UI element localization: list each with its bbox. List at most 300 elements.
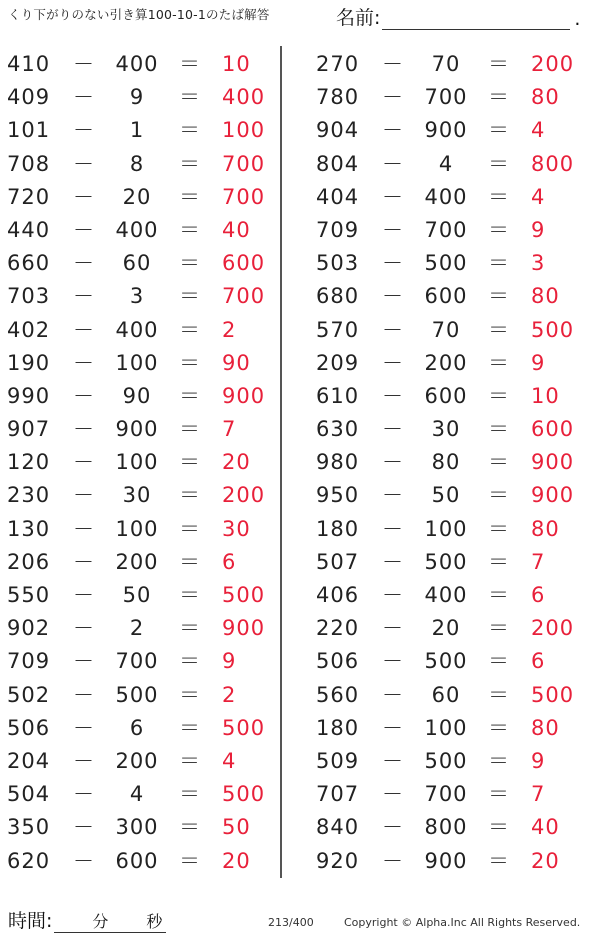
equals-sign: ＝ bbox=[179, 317, 200, 342]
answer: 3 bbox=[531, 251, 546, 276]
minus-sign: － bbox=[73, 151, 94, 176]
equals-sign: ＝ bbox=[179, 251, 200, 276]
subtrahend: 600 bbox=[115, 848, 159, 873]
subtrahend: 400 bbox=[115, 217, 159, 242]
subtrahend: 70 bbox=[431, 52, 461, 76]
problem-row bbox=[309, 778, 589, 811]
subtrahend: 90 bbox=[122, 383, 152, 408]
minus-sign: － bbox=[382, 782, 403, 807]
minus-sign: － bbox=[382, 184, 403, 209]
minus-sign: － bbox=[73, 118, 94, 143]
problem-row bbox=[0, 446, 280, 479]
problem-row bbox=[0, 48, 280, 81]
problem-row bbox=[309, 214, 589, 247]
worksheet-title: くり下がりのない引き算100-10-1のたば解答 bbox=[8, 7, 270, 22]
subtrahend: 500 bbox=[115, 682, 159, 707]
minus-sign: － bbox=[73, 815, 94, 840]
subtrahend: 500 bbox=[424, 549, 468, 574]
equals-sign: ＝ bbox=[488, 350, 509, 375]
minuend: 506 bbox=[316, 649, 360, 674]
subtrahend: 1 bbox=[129, 118, 145, 143]
minus-sign: － bbox=[382, 85, 403, 110]
minus-sign: － bbox=[73, 450, 94, 475]
answer: 4 bbox=[222, 748, 237, 773]
problem-row bbox=[0, 778, 280, 811]
answer: 20 bbox=[222, 450, 251, 475]
equals-sign: ＝ bbox=[179, 450, 200, 475]
minuend: 950 bbox=[316, 483, 360, 508]
problem-row bbox=[0, 845, 280, 878]
answer: 30 bbox=[222, 516, 251, 541]
problem-row bbox=[309, 845, 589, 878]
name-field bbox=[336, 3, 580, 30]
equals-sign: ＝ bbox=[179, 52, 200, 76]
answer: 900 bbox=[531, 450, 575, 475]
minuend: 180 bbox=[316, 715, 360, 740]
answer: 80 bbox=[531, 85, 560, 110]
minuend: 560 bbox=[316, 682, 360, 707]
subtrahend: 100 bbox=[115, 450, 159, 475]
subtrahend: 500 bbox=[424, 251, 468, 276]
minuend: 780 bbox=[316, 85, 360, 110]
subtrahend: 20 bbox=[122, 184, 152, 209]
answer: 600 bbox=[222, 251, 266, 276]
equals-sign: ＝ bbox=[179, 516, 200, 541]
equals-sign: ＝ bbox=[488, 317, 509, 342]
answer: 2 bbox=[222, 682, 237, 707]
equals-sign: ＝ bbox=[179, 616, 200, 641]
minus-sign: － bbox=[73, 383, 94, 408]
minuend: 990 bbox=[7, 383, 51, 408]
minus-sign: － bbox=[382, 350, 403, 375]
equals-sign: ＝ bbox=[488, 85, 509, 110]
answer: 100 bbox=[222, 118, 266, 143]
minuend: 902 bbox=[7, 616, 51, 641]
minuend: 709 bbox=[316, 217, 360, 242]
problem-row bbox=[309, 546, 589, 579]
problem-row bbox=[309, 712, 589, 745]
minuend: 920 bbox=[316, 848, 360, 873]
problem-row bbox=[0, 479, 280, 512]
subtrahend: 200 bbox=[424, 350, 468, 375]
equals-sign: ＝ bbox=[488, 383, 509, 408]
problem-row bbox=[309, 280, 589, 313]
answer: 4 bbox=[531, 184, 546, 209]
answer: 9 bbox=[531, 217, 546, 242]
problem-row bbox=[309, 181, 589, 214]
minus-sign: － bbox=[382, 616, 403, 641]
equals-sign: ＝ bbox=[488, 52, 509, 76]
minuend: 350 bbox=[7, 815, 51, 840]
problem-row bbox=[0, 148, 280, 181]
equals-sign: ＝ bbox=[488, 583, 509, 607]
equals-sign: ＝ bbox=[488, 616, 509, 641]
name-dot: . bbox=[574, 8, 581, 30]
time-label: 時間: bbox=[8, 910, 53, 932]
equals-sign: ＝ bbox=[488, 184, 509, 209]
answer: 7 bbox=[531, 782, 546, 807]
answer: 700 bbox=[222, 284, 266, 309]
subtrahend: 500 bbox=[424, 748, 468, 773]
minus-sign: － bbox=[73, 350, 94, 375]
problem-row bbox=[0, 347, 280, 380]
minuend: 504 bbox=[7, 782, 51, 807]
subtrahend: 400 bbox=[424, 184, 468, 209]
minus-sign: － bbox=[382, 383, 403, 408]
problem-row bbox=[0, 745, 280, 778]
problem-row bbox=[309, 81, 589, 114]
minuend: 220 bbox=[316, 616, 360, 641]
minuend: 503 bbox=[316, 251, 360, 276]
equals-sign: ＝ bbox=[488, 483, 509, 508]
minuend: 507 bbox=[316, 549, 360, 574]
answer: 200 bbox=[531, 52, 575, 76]
equals-sign: ＝ bbox=[179, 715, 200, 740]
minus-sign: － bbox=[382, 251, 403, 276]
answer: 500 bbox=[531, 682, 575, 707]
minus-sign: － bbox=[382, 217, 403, 242]
subtrahend: 900 bbox=[424, 848, 468, 873]
problem-row bbox=[0, 181, 280, 214]
problem-row bbox=[0, 513, 280, 546]
subtrahend: 200 bbox=[115, 549, 159, 574]
minuend: 904 bbox=[316, 118, 360, 143]
subtrahend: 80 bbox=[431, 450, 461, 475]
minuend: 406 bbox=[316, 583, 360, 607]
problem-row bbox=[0, 612, 280, 645]
problem-row bbox=[0, 712, 280, 745]
problem-row bbox=[309, 48, 589, 81]
equals-sign: ＝ bbox=[488, 848, 509, 873]
equals-sign: ＝ bbox=[488, 217, 509, 242]
minuend: 230 bbox=[7, 483, 51, 508]
problem-column-left bbox=[0, 48, 280, 878]
answer: 80 bbox=[531, 516, 560, 541]
minuend: 703 bbox=[7, 284, 51, 309]
name-label: 名前: bbox=[336, 7, 381, 29]
minus-sign: － bbox=[382, 583, 403, 607]
equals-sign: ＝ bbox=[179, 350, 200, 375]
subtrahend: 60 bbox=[122, 251, 152, 276]
answer: 900 bbox=[222, 616, 266, 641]
problem-row bbox=[309, 745, 589, 778]
problem-row bbox=[0, 679, 280, 712]
minus-sign: － bbox=[73, 317, 94, 342]
subtrahend: 400 bbox=[115, 317, 159, 342]
answer: 40 bbox=[222, 217, 251, 242]
subtrahend: 700 bbox=[424, 217, 468, 242]
equals-sign: ＝ bbox=[179, 184, 200, 209]
subtrahend: 300 bbox=[115, 815, 159, 840]
minus-sign: － bbox=[382, 317, 403, 342]
minuend: 101 bbox=[7, 118, 51, 143]
answer: 500 bbox=[222, 782, 266, 807]
minuend: 570 bbox=[316, 317, 360, 342]
minus-sign: － bbox=[73, 616, 94, 641]
answer: 700 bbox=[222, 184, 266, 209]
equals-sign: ＝ bbox=[488, 649, 509, 674]
answer: 700 bbox=[222, 151, 266, 176]
time-field bbox=[8, 906, 166, 933]
subtrahend: 700 bbox=[424, 782, 468, 807]
minuend: 502 bbox=[7, 682, 51, 707]
minus-sign: － bbox=[382, 848, 403, 873]
subtrahend: 500 bbox=[424, 649, 468, 674]
minuend: 206 bbox=[7, 549, 51, 574]
minus-sign: － bbox=[382, 118, 403, 143]
minus-sign: － bbox=[382, 52, 403, 76]
minuend: 720 bbox=[7, 184, 51, 209]
minuend: 707 bbox=[316, 782, 360, 807]
subtrahend: 9 bbox=[129, 85, 145, 110]
equals-sign: ＝ bbox=[488, 516, 509, 541]
answer: 6 bbox=[531, 649, 546, 674]
minus-sign: － bbox=[73, 782, 94, 807]
minus-sign: － bbox=[382, 151, 403, 176]
minuend: 630 bbox=[316, 417, 360, 442]
minus-sign: － bbox=[73, 251, 94, 276]
answer: 20 bbox=[222, 848, 251, 873]
equals-sign: ＝ bbox=[179, 417, 200, 442]
minus-sign: － bbox=[382, 284, 403, 309]
minus-sign: － bbox=[73, 848, 94, 873]
answer: 2 bbox=[222, 317, 237, 342]
answer: 600 bbox=[531, 417, 575, 442]
answer: 50 bbox=[222, 815, 251, 840]
answer: 7 bbox=[531, 549, 546, 574]
subtrahend: 200 bbox=[115, 748, 159, 773]
problem-row bbox=[309, 114, 589, 147]
equals-sign: ＝ bbox=[179, 284, 200, 309]
answer: 6 bbox=[531, 583, 546, 607]
problem-row bbox=[309, 579, 589, 612]
subtrahend: 3 bbox=[129, 284, 145, 309]
problem-row bbox=[0, 247, 280, 280]
equals-sign: ＝ bbox=[179, 682, 200, 707]
answer: 4 bbox=[531, 118, 546, 143]
minus-sign: － bbox=[382, 682, 403, 707]
minus-sign: － bbox=[382, 715, 403, 740]
subtrahend: 700 bbox=[115, 649, 159, 674]
minus-sign: － bbox=[382, 417, 403, 442]
problem-row bbox=[309, 612, 589, 645]
minuend: 610 bbox=[316, 383, 360, 408]
subtrahend: 900 bbox=[424, 118, 468, 143]
minuend: 409 bbox=[7, 85, 51, 110]
answer: 80 bbox=[531, 715, 560, 740]
minus-sign: － bbox=[73, 483, 94, 508]
equals-sign: ＝ bbox=[179, 118, 200, 143]
minus-sign: － bbox=[73, 516, 94, 541]
subtrahend: 70 bbox=[431, 317, 461, 342]
minus-sign: － bbox=[73, 583, 94, 607]
minus-sign: － bbox=[382, 649, 403, 674]
minus-sign: － bbox=[382, 516, 403, 541]
subtrahend: 800 bbox=[424, 815, 468, 840]
minus-sign: － bbox=[73, 417, 94, 442]
subtrahend: 100 bbox=[115, 350, 159, 375]
answer: 20 bbox=[531, 848, 560, 873]
minuend: 410 bbox=[7, 52, 51, 76]
minuend: 680 bbox=[316, 284, 360, 309]
answer: 80 bbox=[531, 284, 560, 309]
problem-row bbox=[0, 645, 280, 678]
minus-sign: － bbox=[73, 649, 94, 674]
answer: 40 bbox=[531, 815, 560, 840]
minuend: 840 bbox=[316, 815, 360, 840]
subtrahend: 900 bbox=[115, 417, 159, 442]
problem-row bbox=[309, 645, 589, 678]
equals-sign: ＝ bbox=[179, 85, 200, 110]
minuend: 440 bbox=[7, 217, 51, 242]
minuend: 180 bbox=[316, 516, 360, 541]
minus-sign: － bbox=[382, 483, 403, 508]
equals-sign: ＝ bbox=[488, 151, 509, 176]
subtrahend: 700 bbox=[424, 85, 468, 110]
equals-sign: ＝ bbox=[488, 782, 509, 807]
problem-row bbox=[0, 81, 280, 114]
minuend: 270 bbox=[316, 52, 360, 76]
minuend: 550 bbox=[7, 583, 51, 607]
answer: 200 bbox=[222, 483, 266, 508]
answer: 900 bbox=[222, 383, 266, 408]
minuend: 709 bbox=[7, 649, 51, 674]
equals-sign: ＝ bbox=[488, 251, 509, 276]
answer: 500 bbox=[222, 715, 266, 740]
minuend: 660 bbox=[7, 251, 51, 276]
minuend: 190 bbox=[7, 350, 51, 375]
equals-sign: ＝ bbox=[179, 549, 200, 574]
problem-row bbox=[0, 314, 280, 347]
answer: 9 bbox=[222, 649, 237, 674]
subtrahend: 20 bbox=[431, 616, 461, 641]
problem-row bbox=[0, 380, 280, 413]
problem-row bbox=[309, 247, 589, 280]
subtrahend: 6 bbox=[129, 715, 145, 740]
name-blank-line bbox=[382, 9, 570, 30]
subtrahend: 30 bbox=[431, 417, 461, 442]
minuend: 506 bbox=[7, 715, 51, 740]
equals-sign: ＝ bbox=[488, 450, 509, 475]
answer: 6 bbox=[222, 549, 237, 574]
problem-row bbox=[0, 214, 280, 247]
page-number: 213/400 bbox=[268, 916, 314, 929]
minus-sign: － bbox=[73, 217, 94, 242]
answer: 400 bbox=[222, 85, 266, 110]
equals-sign: ＝ bbox=[179, 848, 200, 873]
equals-sign: ＝ bbox=[488, 682, 509, 707]
equals-sign: ＝ bbox=[179, 815, 200, 840]
minuend: 708 bbox=[7, 151, 51, 176]
minus-sign: － bbox=[382, 815, 403, 840]
subtrahend: 30 bbox=[122, 483, 152, 508]
problem-row bbox=[309, 811, 589, 844]
equals-sign: ＝ bbox=[488, 549, 509, 574]
answer: 9 bbox=[531, 350, 546, 375]
equals-sign: ＝ bbox=[488, 815, 509, 840]
equals-sign: ＝ bbox=[179, 383, 200, 408]
subtrahend: 600 bbox=[424, 383, 468, 408]
equals-sign: ＝ bbox=[488, 715, 509, 740]
minus-sign: － bbox=[73, 682, 94, 707]
subtrahend: 400 bbox=[115, 52, 159, 76]
problem-row bbox=[0, 114, 280, 147]
minuend: 404 bbox=[316, 184, 360, 209]
minus-sign: － bbox=[382, 549, 403, 574]
column-divider bbox=[280, 46, 282, 878]
equals-sign: ＝ bbox=[179, 748, 200, 773]
minuend: 402 bbox=[7, 317, 51, 342]
subtrahend: 400 bbox=[424, 583, 468, 607]
equals-sign: ＝ bbox=[179, 782, 200, 807]
minus-sign: － bbox=[73, 85, 94, 110]
minuend: 980 bbox=[316, 450, 360, 475]
problem-row bbox=[309, 679, 589, 712]
problem-row bbox=[309, 148, 589, 181]
minus-sign: － bbox=[73, 715, 94, 740]
subtrahend: 100 bbox=[115, 516, 159, 541]
subtrahend: 8 bbox=[129, 151, 145, 176]
subtrahend: 50 bbox=[431, 483, 461, 508]
problem-row bbox=[309, 314, 589, 347]
subtrahend: 100 bbox=[424, 516, 468, 541]
minus-sign: － bbox=[382, 450, 403, 475]
problem-row bbox=[0, 579, 280, 612]
answer: 500 bbox=[531, 317, 575, 342]
subtrahend: 60 bbox=[431, 682, 461, 707]
copyright-notice: Copyright © Alpha.Inc All Rights Reserved. bbox=[344, 916, 581, 929]
minus-sign: － bbox=[382, 748, 403, 773]
equals-sign: ＝ bbox=[488, 417, 509, 442]
problem-row bbox=[309, 446, 589, 479]
problem-row bbox=[0, 413, 280, 446]
equals-sign: ＝ bbox=[179, 217, 200, 242]
subtrahend: 50 bbox=[122, 583, 152, 607]
equals-sign: ＝ bbox=[488, 118, 509, 143]
minus-sign: － bbox=[73, 184, 94, 209]
subtrahend: 600 bbox=[424, 284, 468, 309]
equals-sign: ＝ bbox=[179, 649, 200, 674]
problem-row bbox=[309, 479, 589, 512]
problem-row bbox=[0, 280, 280, 313]
answer: 10 bbox=[531, 383, 560, 408]
answer: 10 bbox=[222, 52, 251, 76]
minuend: 204 bbox=[7, 748, 51, 773]
answer: 200 bbox=[531, 616, 575, 641]
answer: 800 bbox=[531, 151, 575, 176]
subtrahend: 4 bbox=[438, 151, 454, 176]
subtrahend: 4 bbox=[129, 782, 145, 807]
minus-sign: － bbox=[73, 52, 94, 76]
minus-sign: － bbox=[73, 748, 94, 773]
answer: 90 bbox=[222, 350, 251, 375]
subtrahend: 100 bbox=[424, 715, 468, 740]
minuend: 804 bbox=[316, 151, 360, 176]
answer: 7 bbox=[222, 417, 237, 442]
problem-row bbox=[309, 380, 589, 413]
time-blank-line bbox=[54, 910, 166, 933]
equals-sign: ＝ bbox=[488, 748, 509, 773]
minus-sign: － bbox=[73, 549, 94, 574]
equals-sign: ＝ bbox=[179, 583, 200, 607]
seconds-label: 秒 bbox=[146, 912, 163, 931]
problem-row bbox=[0, 811, 280, 844]
minuend: 120 bbox=[7, 450, 51, 475]
answer: 9 bbox=[531, 748, 546, 773]
minutes-label: 分 bbox=[92, 912, 109, 931]
minuend: 907 bbox=[7, 417, 51, 442]
minus-sign: － bbox=[73, 284, 94, 309]
